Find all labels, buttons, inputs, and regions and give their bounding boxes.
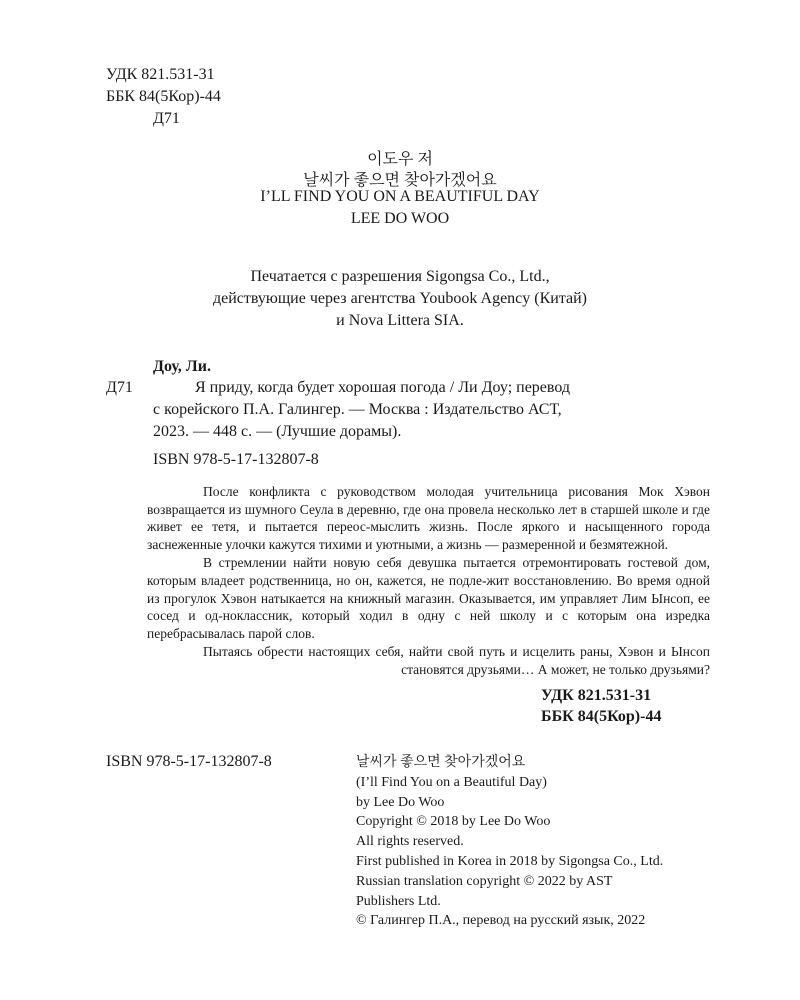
imprint-line: (I’ll Find You on a Beautiful Day) [356, 774, 547, 790]
catalog-isbn: ISBN 978-5-17-132807-8 [153, 451, 319, 468]
imprint-line: by Lee Do Woo [356, 794, 445, 810]
author-english: LEE DO WOO [350, 210, 450, 227]
abstract-paragraph: В стремлении найти новую себя девушка пытается отремонтировать гостевой дом, которым владеет родственница, но он, кажется, не подле-жит восстановлению. Во время одной из прогулок Хэвон натыкается на книжный магазин. Оказывается, им управляет Лим Ынсоп, ее сосед и од-ноклассник, который ходил в одну с ней школу и с которым она изредка перебрасывалась парой слов. [147, 555, 710, 641]
imprint-line: First published in Korea in 2018 by Sigongsa Co., Ltd. [356, 853, 664, 869]
imprint-line: Publishers Ltd. [356, 893, 441, 909]
abstract-paragraph: Пытаясь обрести настоящих себя, найти свой путь и исцелить раны, Хэвон и Ынсоп становятся друзьями… А может, не только друзьями? [203, 644, 710, 677]
author-mark: Д71 [153, 110, 180, 127]
imprint-line: 날씨가 좋으면 찾아가겠어요 [356, 755, 526, 770]
bbk-code-bold: ББК 84(5Кор)-44 [541, 708, 662, 725]
imprint-line: All rights reserved. [356, 834, 464, 850]
rights-line: действующие через агентства Youbook Agency (Китай) [212, 290, 588, 307]
title-korean: 날씨가 좋으면 찾아가겠어요 [303, 172, 497, 189]
catalog-line: Я приду, когда будет хорошая погода / Ли Доу; перевод [195, 379, 571, 396]
imprint-line: © Галингер П.А., перевод на русский язык, 2022 [356, 913, 646, 929]
imprint-block [356, 753, 663, 931]
rights-line: Печатается с разрешения Sigongsa Co., Ltd., [250, 268, 550, 285]
author-korean: 이도우 저 [367, 151, 433, 168]
catalog-mark: Д71 [106, 379, 133, 396]
rights-line: и Nova Littera SIA. [336, 312, 464, 329]
abstract-paragraph: После конфликта с руководством молодая учительница рисования Мок Хэвон возвращается из шумного Сеула в деревню, где она провела несколько лет в старшей школе и где живет ее тетя, и пытается переос-мыслить жизнь. После яркого и насыщенного города заснеженные улочки кажутся тихими и уютными, а жизнь — размеренной и безмятежной. [147, 484, 710, 552]
abstract [147, 483, 710, 680]
bbk-code: ББК 84(5Кор)-44 [106, 88, 221, 105]
catalog-line: с корейского П.А. Галингер. — Москва : Издательство АСТ, [153, 401, 562, 418]
udk-code: УДК 821.531-31 [106, 66, 215, 83]
udk-code-bold: УДК 821.531-31 [541, 687, 652, 704]
imprint-line: Copyright © 2018 by Lee Do Woo [356, 814, 551, 830]
catalog-heading: Доу, Ли. [153, 358, 211, 375]
imprint-isbn: ISBN 978-5-17-132807-8 [106, 753, 272, 770]
title-english: I’LL FIND YOU ON A BEAUTIFUL DAY [260, 188, 540, 205]
imprint-line: Russian translation copyright © 2022 by AST [356, 873, 613, 889]
catalog-line: 2023. — 448 с. — (Лучшие дорамы). [153, 423, 402, 440]
